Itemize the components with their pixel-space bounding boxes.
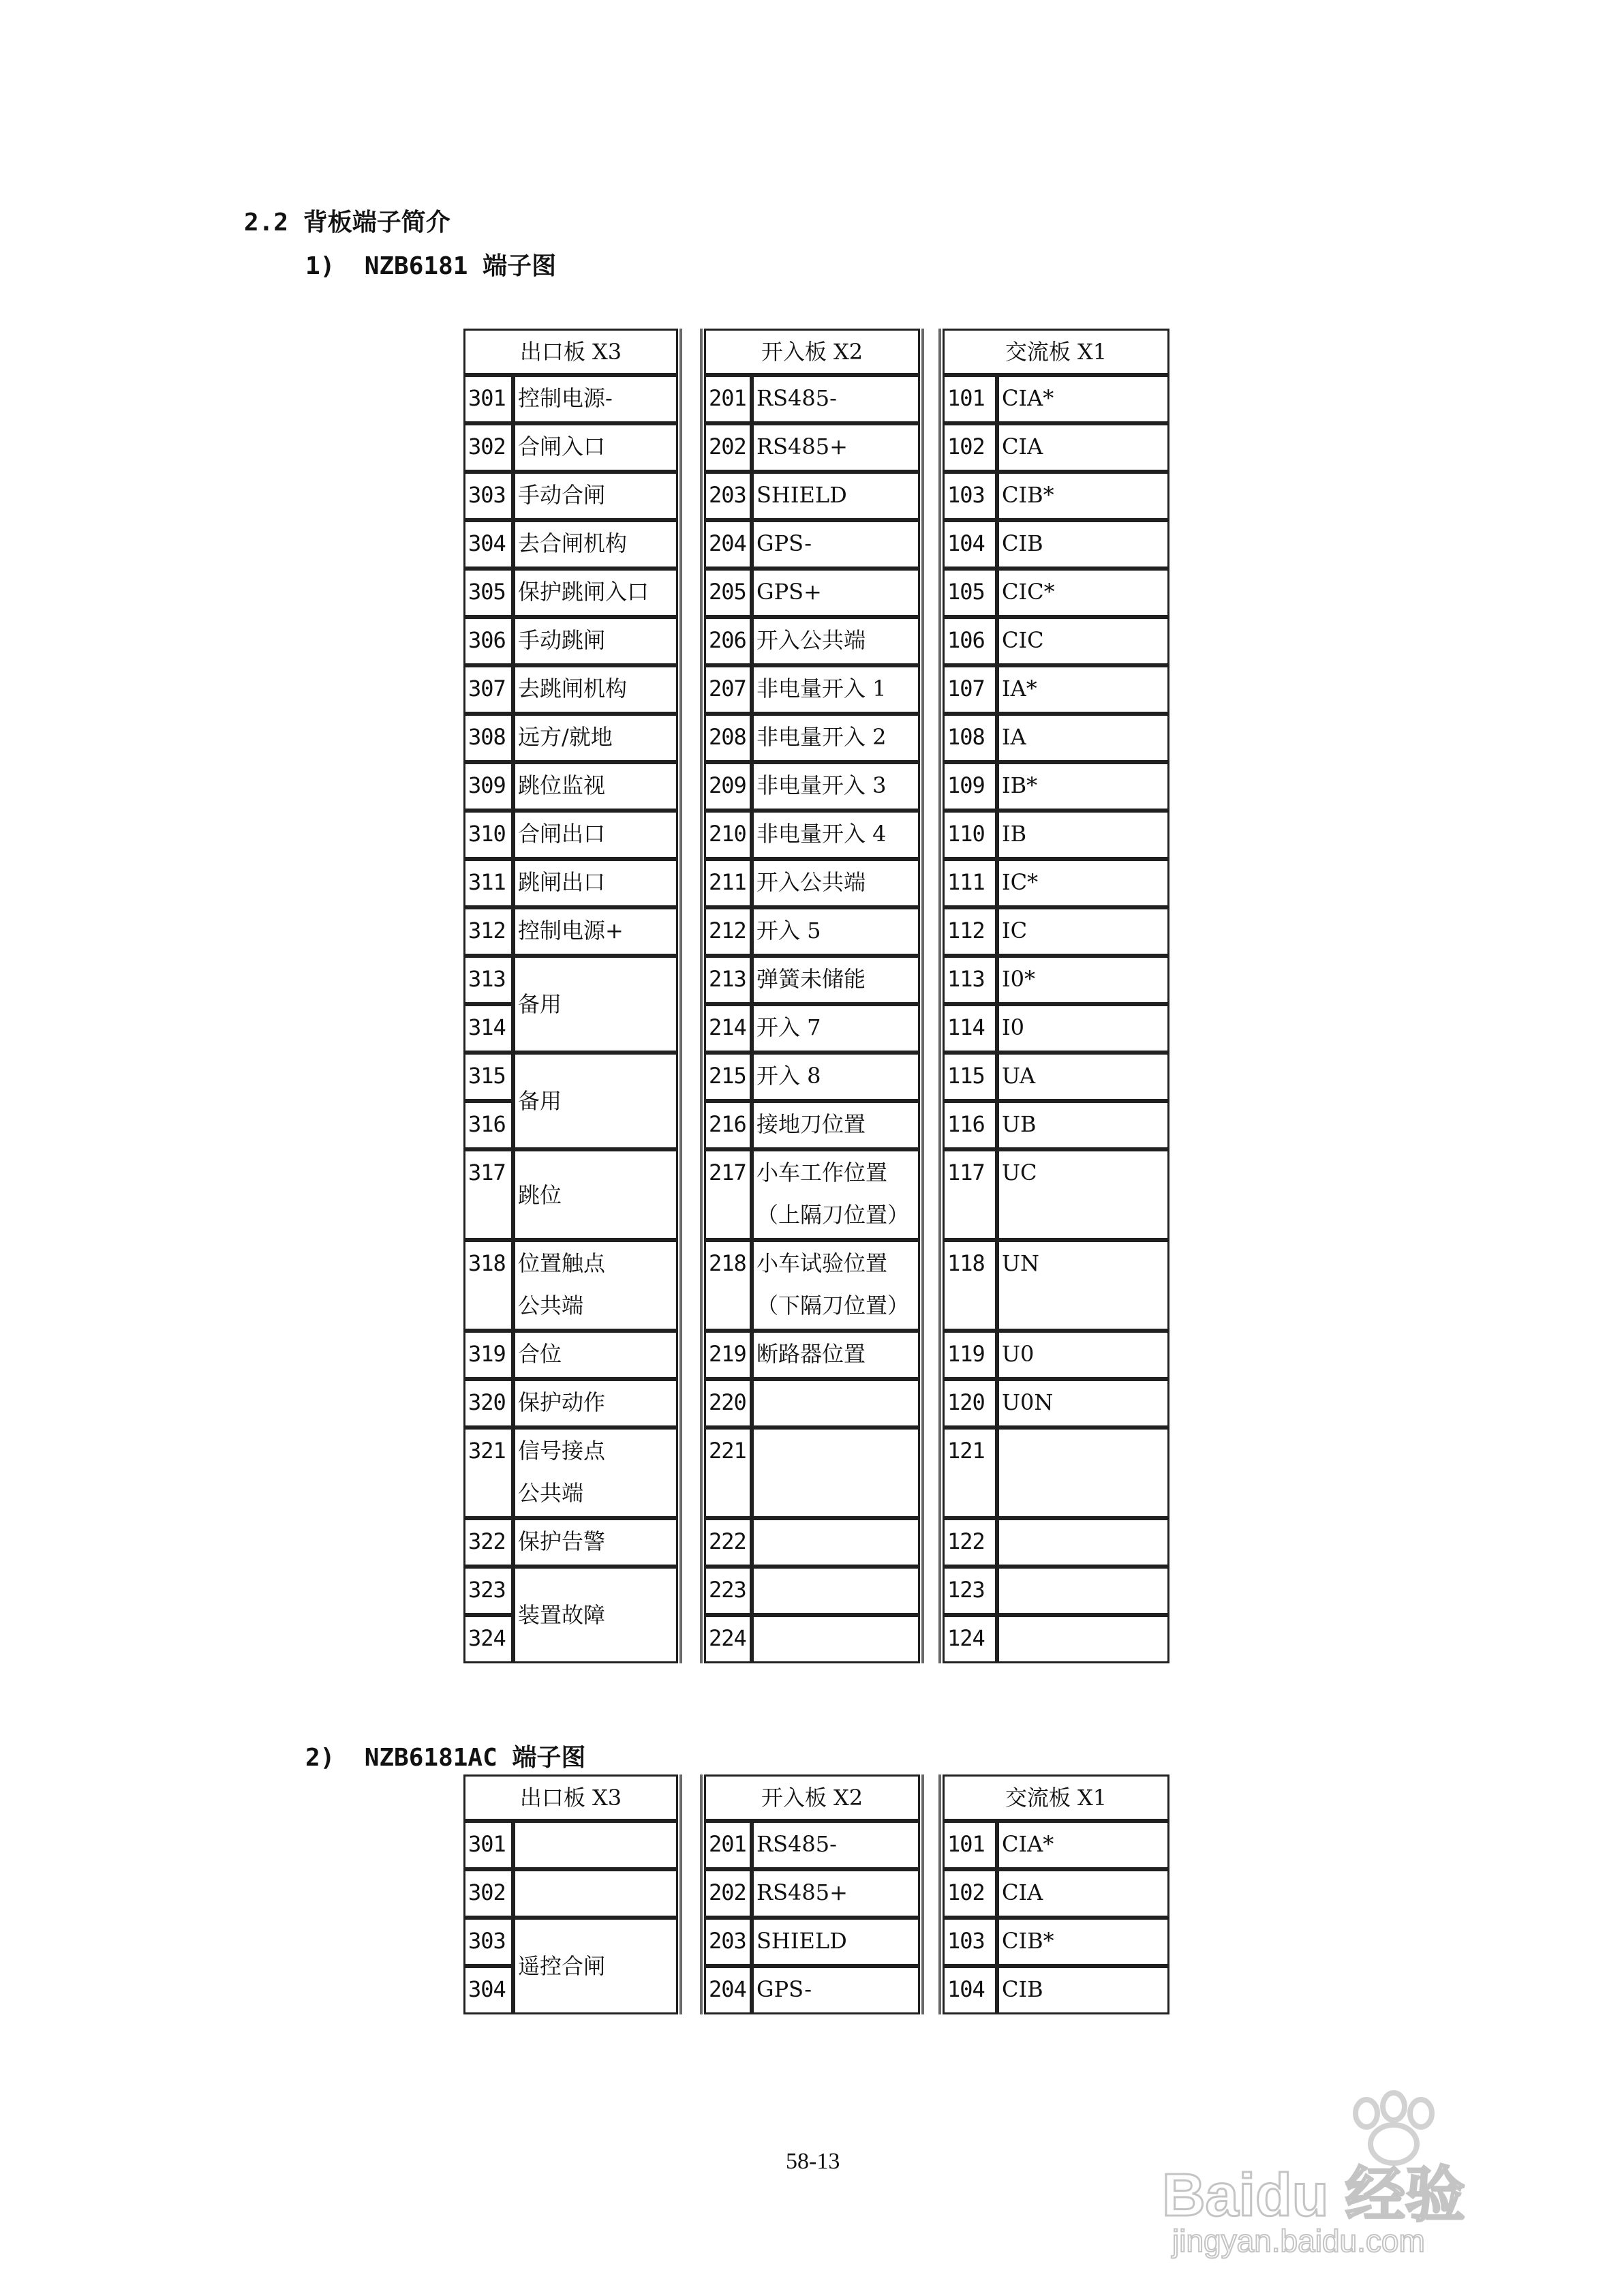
terminal-label <box>752 1428 920 1518</box>
terminal-label: RS485+ <box>752 1869 920 1918</box>
gutter-line <box>938 1774 941 2014</box>
watermark-url: jingyan.baidu.com <box>1172 2223 1425 2259</box>
terminal-number: 118 <box>943 1240 997 1331</box>
terminal-number: 204 <box>704 1966 752 2014</box>
terminal-label: CIA <box>997 1869 1169 1918</box>
terminal-number: 206 <box>704 617 752 665</box>
terminal-label: CIA* <box>997 375 1169 423</box>
terminal-label: 非电量开入 1 <box>752 665 920 714</box>
terminal-label: 开入 7 <box>752 1004 920 1053</box>
terminal-label: 装置故障 <box>513 1567 678 1663</box>
terminal-number: 318 <box>463 1240 513 1331</box>
terminal-number: 221 <box>704 1428 752 1518</box>
gutter-line <box>679 329 682 1663</box>
terminal-label: 非电量开入 3 <box>752 762 920 811</box>
terminal-label: CIA <box>997 423 1169 472</box>
terminal-label <box>997 1615 1169 1663</box>
terminal-number: 302 <box>463 1869 513 1918</box>
terminal-label: IA <box>997 714 1169 762</box>
header-x3: 出口板 X3 <box>463 1774 678 1821</box>
terminal-label <box>997 1518 1169 1567</box>
terminal-number: 113 <box>943 956 997 1004</box>
terminal-label: CIB <box>997 1966 1169 2014</box>
terminal-label: GPS+ <box>752 569 920 617</box>
terminal-number: 308 <box>463 714 513 762</box>
terminal-label: 断路器位置 <box>752 1331 920 1379</box>
section-title: 2.2 背板端子简介 <box>244 209 450 237</box>
terminal-number: 107 <box>943 665 997 714</box>
terminal-number: 114 <box>943 1004 997 1053</box>
terminal-number: 203 <box>704 472 752 520</box>
label-line-2: 公共端 <box>518 1480 584 1506</box>
label-line-2: （上隔刀位置） <box>756 1202 910 1228</box>
terminal-number: 110 <box>943 811 997 859</box>
terminal-number: 117 <box>943 1149 997 1240</box>
terminal-label: 接地刀位置 <box>752 1101 920 1149</box>
terminal-number: 101 <box>943 1821 997 1869</box>
gutter-line <box>679 1774 682 2014</box>
terminal-label: 跳闸出口 <box>513 859 678 907</box>
terminal-label: 控制电源- <box>513 375 678 423</box>
terminal-number: 218 <box>704 1240 752 1331</box>
terminal-number: 123 <box>943 1567 997 1615</box>
terminal-number: 223 <box>704 1567 752 1615</box>
terminal-number: 102 <box>943 1869 997 1918</box>
subsection-title-1: 1) NZB6181 端子图 <box>305 252 557 280</box>
terminal-label: U0 <box>997 1331 1169 1379</box>
terminal-number: 204 <box>704 520 752 569</box>
terminal-number: 105 <box>943 569 997 617</box>
terminal-number: 321 <box>463 1428 513 1518</box>
terminal-number: 103 <box>943 472 997 520</box>
label-line-1: 位置触点 <box>518 1250 606 1276</box>
terminal-label: IC <box>997 907 1169 956</box>
terminal-number: 121 <box>943 1428 997 1518</box>
terminal-label: RS485+ <box>752 423 920 472</box>
terminal-label: CIA* <box>997 1821 1169 1869</box>
terminal-number: 122 <box>943 1518 997 1567</box>
terminal-label <box>752 1240 920 1331</box>
terminal-number: 313 <box>463 956 513 1004</box>
terminal-label <box>752 1518 920 1567</box>
terminal-number: 305 <box>463 569 513 617</box>
terminal-label: 备用 <box>513 1053 678 1149</box>
terminal-number: 124 <box>943 1615 997 1663</box>
terminal-label: 保护告警 <box>513 1518 678 1567</box>
terminal-number: 304 <box>463 520 513 569</box>
terminal-number: 314 <box>463 1004 513 1053</box>
page-number: 58-13 <box>786 2149 840 2174</box>
terminal-label: IC* <box>997 859 1169 907</box>
terminal-label: GPS- <box>752 520 920 569</box>
terminal-number: 207 <box>704 665 752 714</box>
terminal-label: UB <box>997 1101 1169 1149</box>
terminal-number: 214 <box>704 1004 752 1053</box>
terminal-number: 224 <box>704 1615 752 1663</box>
terminal-number: 106 <box>943 617 997 665</box>
terminal-label: I0 <box>997 1004 1169 1053</box>
terminal-number: 319 <box>463 1331 513 1379</box>
header-x1: 交流板 X1 <box>943 329 1169 375</box>
terminal-label: U0N <box>997 1379 1169 1428</box>
terminal-label <box>997 1567 1169 1615</box>
terminal-number: 102 <box>943 423 997 472</box>
terminal-number: 307 <box>463 665 513 714</box>
terminal-number: 301 <box>463 1821 513 1869</box>
terminal-number: 301 <box>463 375 513 423</box>
terminal-label: CIC* <box>997 569 1169 617</box>
terminal-number: 304 <box>463 1966 513 2014</box>
terminal-number: 120 <box>943 1379 997 1428</box>
terminal-label: IB* <box>997 762 1169 811</box>
terminal-label: I0* <box>997 956 1169 1004</box>
gutter-line <box>700 1774 703 2014</box>
terminal-number: 104 <box>943 520 997 569</box>
terminal-label: 开入公共端 <box>752 617 920 665</box>
terminal-number: 104 <box>943 1966 997 2014</box>
terminal-number: 208 <box>704 714 752 762</box>
terminal-label: RS485- <box>752 1821 920 1869</box>
terminal-number: 216 <box>704 1101 752 1149</box>
terminal-label: UA <box>997 1053 1169 1101</box>
terminal-number: 217 <box>704 1149 752 1240</box>
terminal-number: 303 <box>463 1918 513 1966</box>
terminal-number: 315 <box>463 1053 513 1101</box>
terminal-label: 合闸出口 <box>513 811 678 859</box>
label-line-2: 公共端 <box>518 1293 584 1318</box>
terminal-label: 手动跳闸 <box>513 617 678 665</box>
terminal-number: 324 <box>463 1615 513 1663</box>
header-x2: 开入板 X2 <box>704 1774 920 1821</box>
terminal-label: SHIELD <box>752 1918 920 1966</box>
terminal-label: 远方/就地 <box>513 714 678 762</box>
terminal-number: 302 <box>463 423 513 472</box>
terminal-number: 209 <box>704 762 752 811</box>
baidu-jingyan-watermark <box>1159 2086 1540 2263</box>
terminal-label <box>997 1428 1169 1518</box>
terminal-number: 112 <box>943 907 997 956</box>
terminal-label <box>513 1869 678 1918</box>
terminal-label: 开入公共端 <box>752 859 920 907</box>
terminal-number: 202 <box>704 1869 752 1918</box>
terminal-number: 312 <box>463 907 513 956</box>
terminal-label: UC <box>997 1149 1169 1240</box>
terminal-number: 309 <box>463 762 513 811</box>
terminal-label: SHIELD <box>752 472 920 520</box>
terminal-label: 合闸入口 <box>513 423 678 472</box>
terminal-number: 323 <box>463 1567 513 1615</box>
terminal-label: 非电量开入 4 <box>752 811 920 859</box>
terminal-number: 109 <box>943 762 997 811</box>
terminal-label: 非电量开入 2 <box>752 714 920 762</box>
terminal-label <box>513 1821 678 1869</box>
terminal-label: GPS- <box>752 1966 920 2014</box>
terminal-label <box>752 1149 920 1240</box>
terminal-label: UN <box>997 1240 1169 1331</box>
terminal-label <box>513 1428 678 1518</box>
terminal-number: 203 <box>704 1918 752 1966</box>
header-x3: 出口板 X3 <box>463 329 678 375</box>
terminal-label: 控制电源+ <box>513 907 678 956</box>
terminal-number: 111 <box>943 859 997 907</box>
terminal-number: 222 <box>704 1518 752 1567</box>
terminal-number: 317 <box>463 1149 513 1240</box>
label-line-1: 信号接点 <box>518 1438 606 1464</box>
terminal-label: 弹簧未储能 <box>752 956 920 1004</box>
terminal-number: 215 <box>704 1053 752 1101</box>
terminal-label: 开入 5 <box>752 907 920 956</box>
terminal-number: 320 <box>463 1379 513 1428</box>
terminal-label: CIB <box>997 520 1169 569</box>
terminal-label: 去跳闸机构 <box>513 665 678 714</box>
terminal-label: RS485- <box>752 375 920 423</box>
terminal-label: IA* <box>997 665 1169 714</box>
gutter-line <box>921 329 924 1663</box>
terminal-number: 219 <box>704 1331 752 1379</box>
gutter-line <box>921 1774 924 2014</box>
terminal-number: 205 <box>704 569 752 617</box>
terminal-label <box>752 1379 920 1428</box>
header-x1: 交流板 X1 <box>943 1774 1169 1821</box>
terminal-number: 116 <box>943 1101 997 1149</box>
terminal-number: 311 <box>463 859 513 907</box>
terminal-number: 115 <box>943 1053 997 1101</box>
terminal-number: 202 <box>704 423 752 472</box>
terminal-number: 220 <box>704 1379 752 1428</box>
terminal-label: CIC <box>997 617 1169 665</box>
watermark-brand: Baidu 经验 <box>1162 2161 1465 2229</box>
label-line-1: 小车试验位置 <box>756 1250 888 1276</box>
terminal-label: CIB* <box>997 472 1169 520</box>
terminal-label <box>752 1567 920 1615</box>
terminal-number: 310 <box>463 811 513 859</box>
terminal-number: 306 <box>463 617 513 665</box>
terminal-label: CIB* <box>997 1918 1169 1966</box>
terminal-number: 212 <box>704 907 752 956</box>
terminal-label: 保护动作 <box>513 1379 678 1428</box>
terminal-number: 210 <box>704 811 752 859</box>
terminal-label: 跳位 <box>513 1149 678 1240</box>
gutter-line <box>700 329 703 1663</box>
terminal-label <box>752 1615 920 1663</box>
terminal-number: 119 <box>943 1331 997 1379</box>
label-line-2: （下隔刀位置） <box>756 1293 910 1318</box>
terminal-number: 108 <box>943 714 997 762</box>
gutter-line <box>938 329 941 1663</box>
subsection-title-2: 2) NZB6181AC 端子图 <box>305 1744 586 1772</box>
terminal-number: 211 <box>704 859 752 907</box>
terminal-number: 303 <box>463 472 513 520</box>
terminal-label: 手动合闸 <box>513 472 678 520</box>
terminal-label: 跳位监视 <box>513 762 678 811</box>
terminal-label <box>513 1240 678 1331</box>
terminal-label: 去合闸机构 <box>513 520 678 569</box>
header-x2: 开入板 X2 <box>704 329 920 375</box>
label-line-1: 小车工作位置 <box>756 1160 888 1185</box>
terminal-number: 201 <box>704 1821 752 1869</box>
terminal-label: 合位 <box>513 1331 678 1379</box>
terminal-number: 201 <box>704 375 752 423</box>
terminal-number: 103 <box>943 1918 997 1966</box>
terminal-label: 遥控合闸 <box>513 1918 678 2014</box>
terminal-number: 101 <box>943 375 997 423</box>
terminal-number: 213 <box>704 956 752 1004</box>
terminal-label: IB <box>997 811 1169 859</box>
terminal-number: 322 <box>463 1518 513 1567</box>
terminal-label: 备用 <box>513 956 678 1053</box>
terminal-number: 316 <box>463 1101 513 1149</box>
terminal-label: 保护跳闸入口 <box>513 569 678 617</box>
terminal-label: 开入 8 <box>752 1053 920 1101</box>
